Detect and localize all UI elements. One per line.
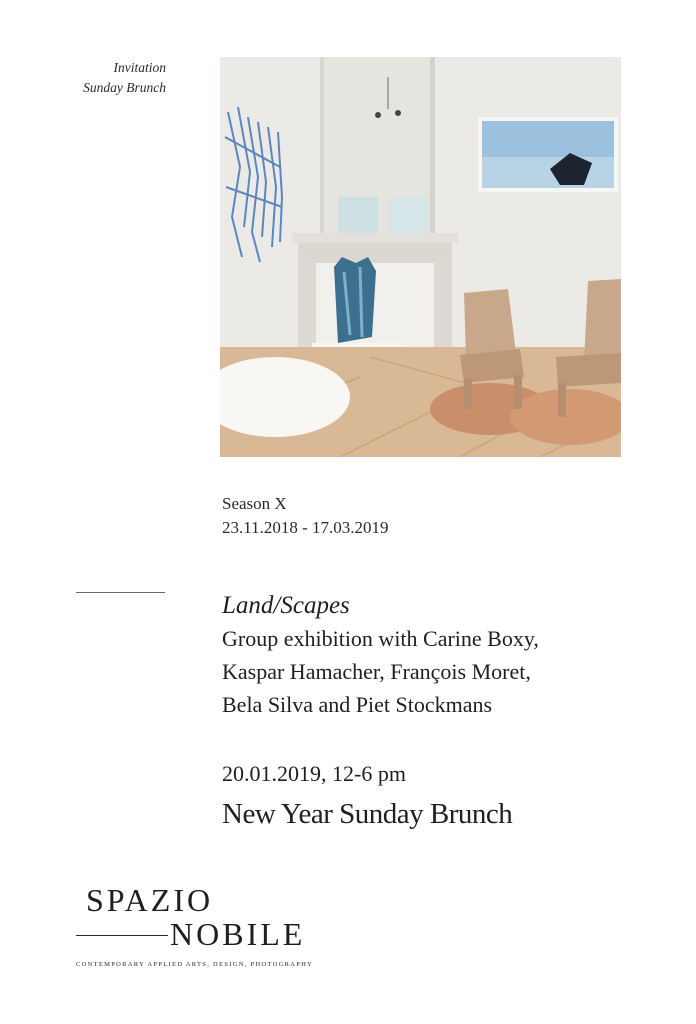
- event-date: 20.01.2019, 12-6 pm: [222, 761, 406, 786]
- divider-rule: [76, 592, 165, 593]
- logo-line-2: NOBILE: [170, 916, 306, 952]
- invitation-line-1: Invitation: [113, 60, 166, 75]
- exhibition-title: Land/Scapes: [222, 592, 350, 619]
- gallery-photo: [220, 57, 621, 457]
- invitation-line-2: Sunday Brunch: [83, 80, 166, 95]
- logo-rule: [76, 935, 168, 936]
- exhibition-artists-line-2: Kaspar Hamacher, François Moret,: [222, 659, 531, 684]
- logo-tagline: CONTEMPORARY APPLIED ARTS, DESIGN, PHOTOGRAPHY: [76, 961, 314, 968]
- logo-line-1: SPAZIO: [86, 882, 214, 918]
- exhibition-artists-line-3: Bela Silva and Piet Stockmans: [222, 692, 493, 717]
- event-title: New Year Sunday Brunch: [222, 798, 513, 830]
- season-label: Season X: [222, 494, 287, 513]
- season-dates: 23.11.2018 - 17.03.2019: [222, 518, 389, 537]
- invitation-heading: [30, 58, 166, 98]
- exhibition-artists-line-1: Group exhibition with Carine Boxy,: [222, 626, 539, 651]
- gallery-interior-image: [220, 57, 621, 457]
